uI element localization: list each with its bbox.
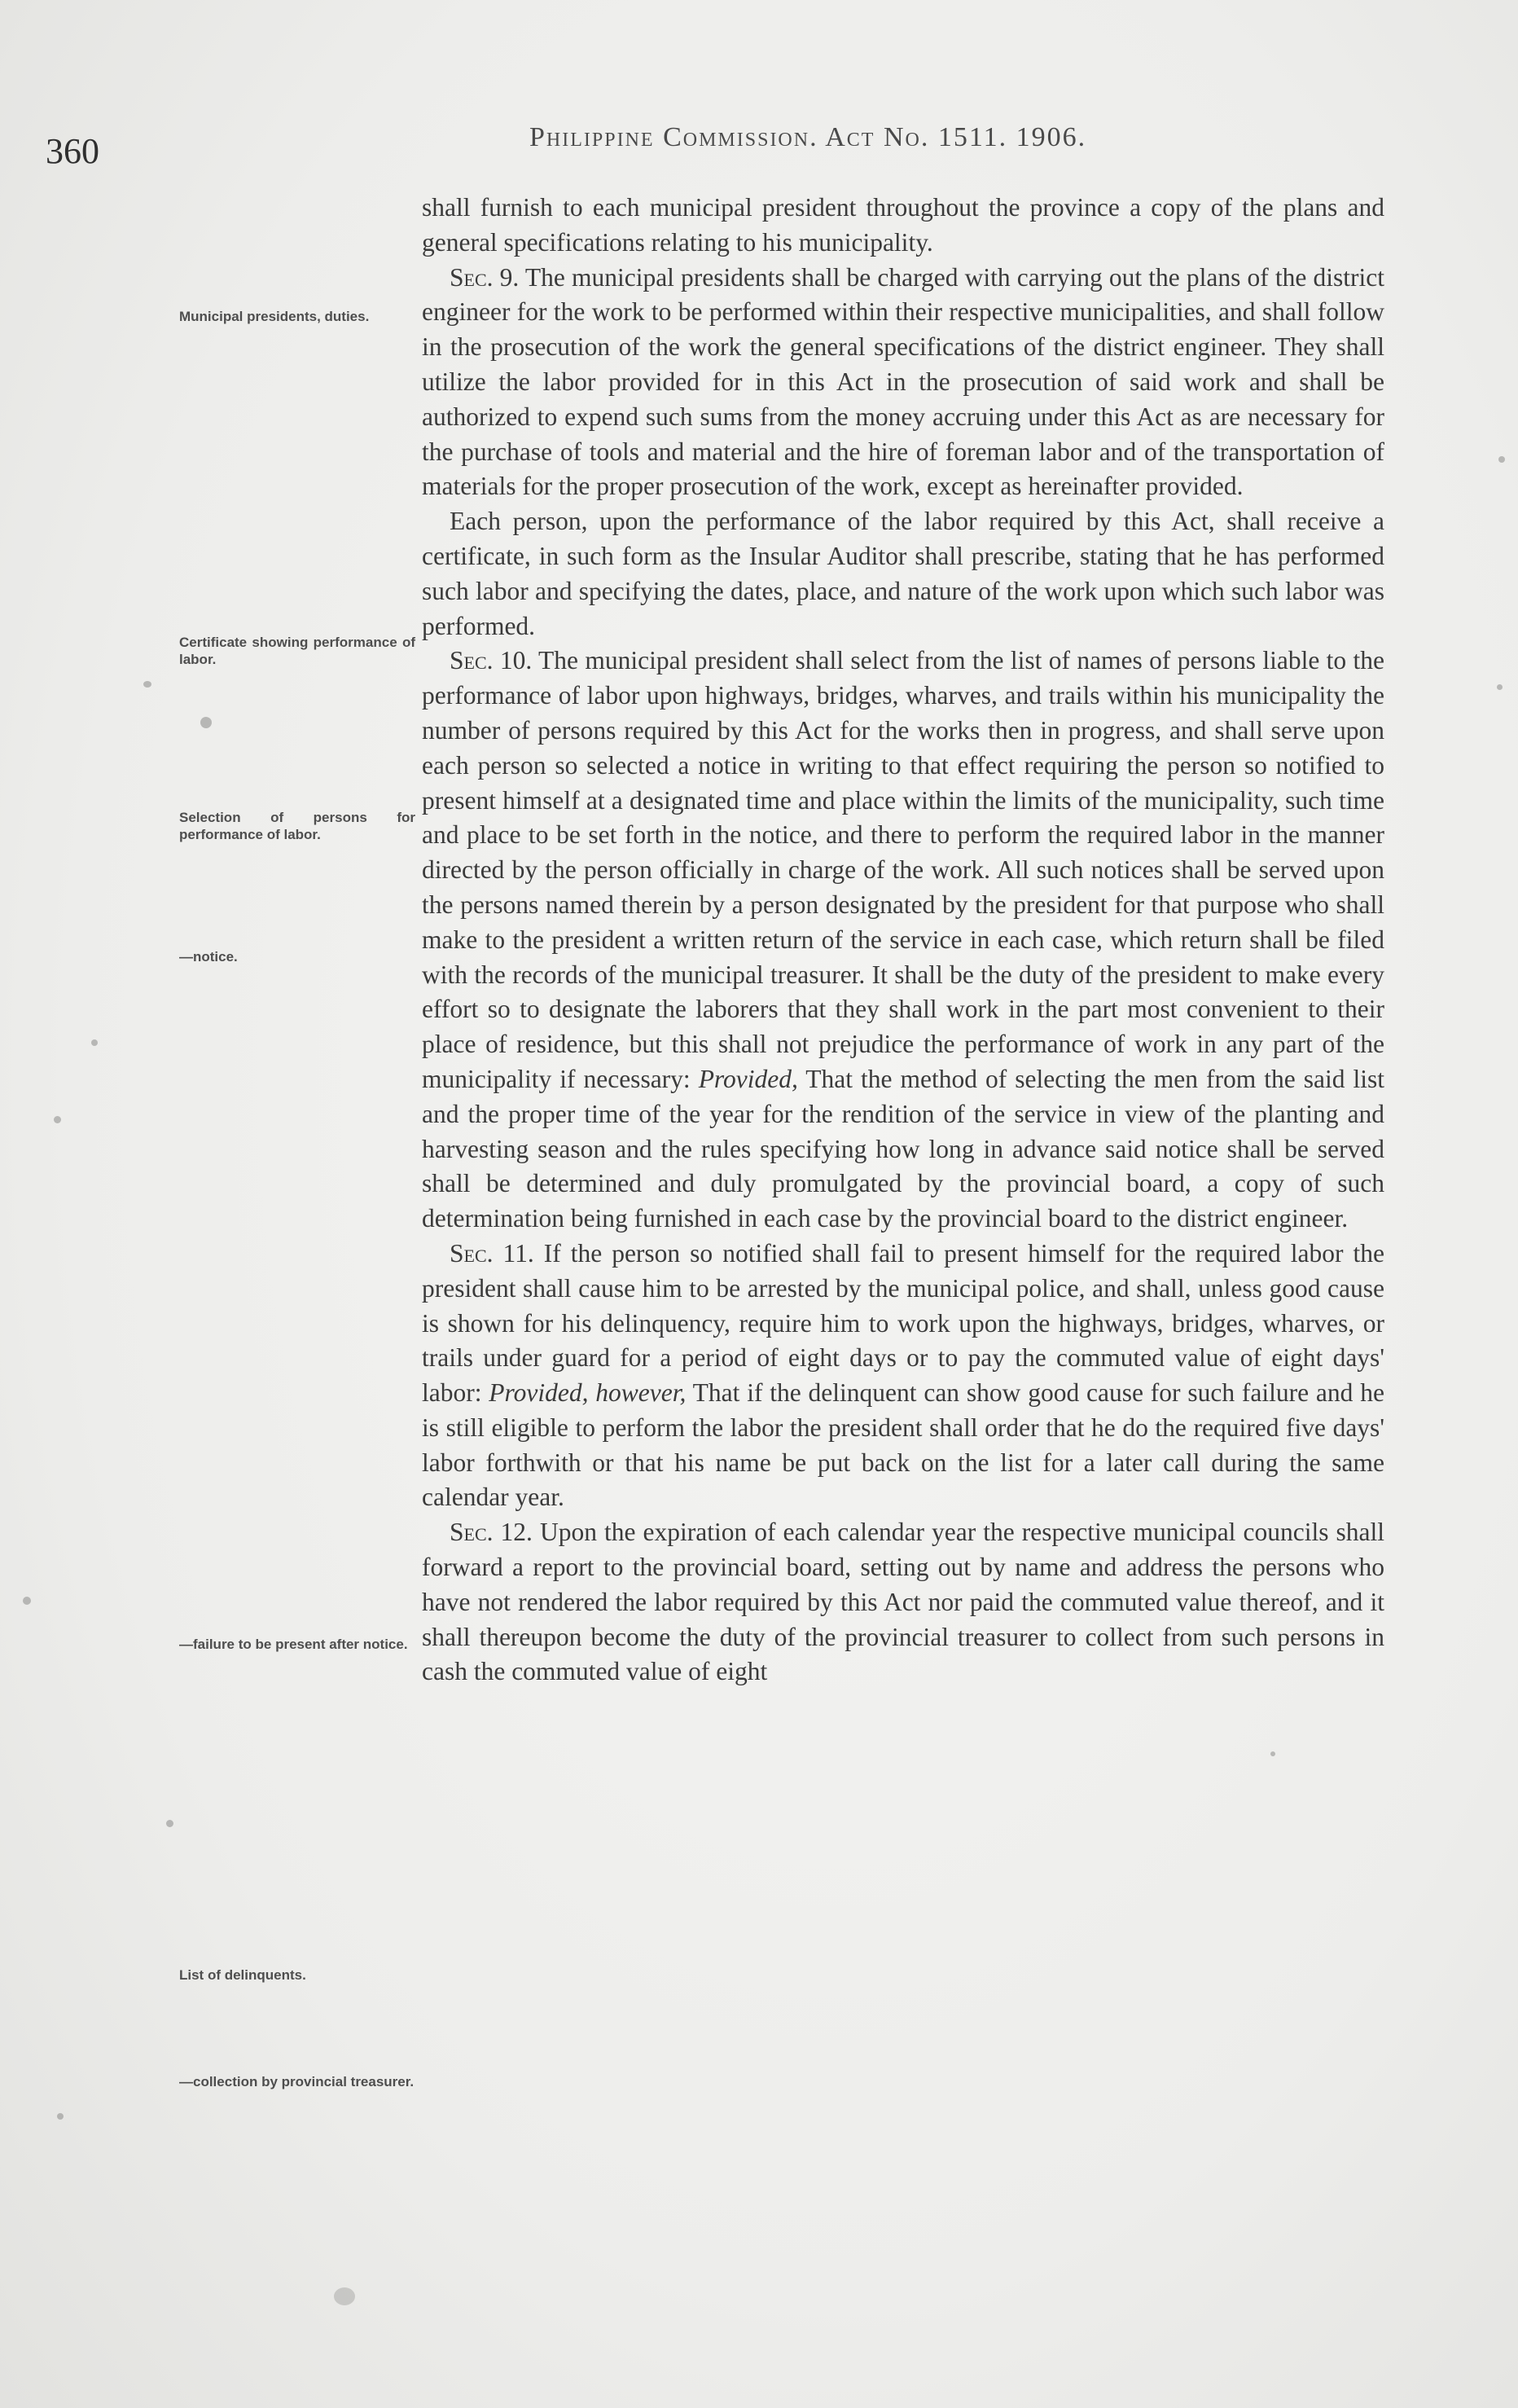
paragraph-sec-11 — [422, 1237, 1384, 1515]
paragraph-text: The municipal president shall select from the list of names of persons liable to the performance of labor upon highways, bridges, wharves, and trails within his municipality the number of persons required by this Act for the works then in progress, and shall serve upon each person so selected a notice in writing to that effect requiring the person so notified to present himself at a designated time and place within the limits of the municipality, such time and place to be set forth in the notice, and there to perform the required labor in the manner directed by the person officially in charge of the work. All such notices shall be served upon the persons named therein by a person designated by the president for that purpose who shall make to the president a written return of the service in each case, which return shall be filed with the records of the municipal treasurer. It shall be the duty of the president to make every effort so to designate the laborers that they shall work in the part most convenient to their place of residence, but this shall not prejudice the performance of work in any part of the municipality if necessary: — [422, 646, 1385, 1093]
paragraph-certificate — [422, 504, 1384, 644]
section-number: Sec. 9. — [450, 262, 520, 292]
margin-note-notice: —notice. — [179, 949, 238, 965]
paragraph-text: The municipal presidents shall be charged with carrying out the plans of the district engineer for the work to be performed within their respective municipalities, and shall follow in the prosecution of the work the general specifications of the district engineer. They shall utilize the labor provided for in this Act in the prosecution of said work and shall be authorized to expend such sums from the money accruing under this Act as are necessary for the purchase of tools and material and the hire of foreman labor and of the transportation of materials for the proper prosecution of the work, except as hereinafter provided. — [422, 262, 1384, 501]
margin-note-collection-by-provincial-treasurer: —collection by provincial treasurer. — [179, 2074, 415, 2089]
section-number: Sec. 12. — [450, 1518, 533, 1547]
scan-speck — [1497, 684, 1503, 690]
scan-speck — [91, 1039, 98, 1046]
paragraph-text: Upon the expiration of each calendar year the respective municipal councils shall forward a report to the provincial board, setting out by name and address the persons who have not rendered the labor required by this Act nor paid the commuted value thereof, and it shall thereupon become the duty of the provincial treasurer to collect from such persons in cash the commuted value of eight — [422, 1518, 1384, 1686]
paragraph-sec-9 — [422, 261, 1384, 505]
scan-speck — [1270, 1751, 1275, 1756]
body-text — [422, 191, 1384, 1690]
scan-speck — [166, 1820, 173, 1827]
proviso: Provided, — [698, 1064, 798, 1093]
paragraph-text: shall furnish to each municipal president throughout the province a copy of the plans and general specifications relating to his municipality. — [422, 193, 1384, 257]
scan-speck — [334, 2287, 355, 2305]
scan-speck — [143, 681, 151, 688]
section-number: Sec. 11. — [450, 1238, 534, 1268]
scan-speck — [57, 2113, 64, 2120]
margin-note-certificate: Certificate showing performance of labor. — [179, 635, 415, 667]
paragraph-text: Each person, upon the performance of the labor required by this Act, shall receive a certificate, in such form as the Insular Auditor shall prescribe, stating that he has performed such labor and specifying the dates, place, and nature of the work upon which such labor was performed. — [422, 507, 1384, 640]
margin-note-failure-to-be-present: —failure to be present after notice. — [179, 1637, 408, 1652]
paragraph-sec-10 — [422, 644, 1384, 1237]
paragraph-text: If the person so notified shall fail to present himself for the required labor the president shall cause him to be arrested by the municipal police, and shall, unless good cause is shown for his delinquency, require him to work upon the highways, bridges, wharves, or trails under guard for a period of eight days or to pay the commuted value of eight days' labor: — [422, 1238, 1384, 1408]
proviso: Provided, however, — [489, 1378, 687, 1408]
paragraph-text: That if the delinquent can show good cause for such failure and he is still eligible to perform the labor the president shall order that he do the required five days' labor forthwith or that his name be put back on the list for a later call during the same calendar year. — [422, 1378, 1384, 1512]
scan-speck — [23, 1597, 31, 1605]
scan-speck — [54, 1116, 61, 1123]
margin-note-selection-of-persons: Selection of persons for performance of labor. — [179, 810, 415, 842]
paragraph-sec-12 — [422, 1515, 1384, 1690]
paragraph-text: That the method of selecting the men from the said list and the proper time of the year for the rendition of the service in view of the planting and harvesting season and the rules specifying how long in advance said notice shall be served shall be determined and duly promulgated by the provincial board, a copy of such determination being furnished in each case by the provincial board to the district engineer. — [422, 1064, 1384, 1233]
scan-speck — [1498, 456, 1505, 463]
scan-speck — [200, 717, 212, 728]
running-head: Philippine Commission. Act No. 1511. 1906. — [529, 122, 1087, 152]
margin-note-municipal-presidents-duties: Municipal presidents, duties. — [179, 309, 370, 324]
section-number: Sec. 10. — [450, 646, 533, 675]
margin-note-list-of-delinquents: List of delinquents. — [179, 1967, 306, 1983]
paragraph-sec-8-continued — [422, 191, 1384, 261]
page-number: 360 — [46, 131, 99, 171]
